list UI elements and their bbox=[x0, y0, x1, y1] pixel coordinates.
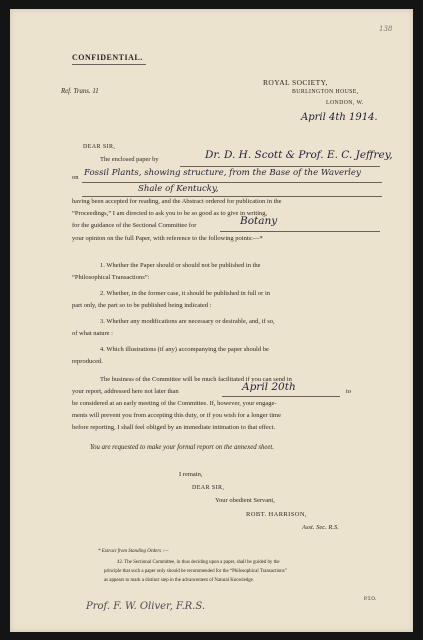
society-address-1: BURLINGTON HOUSE, bbox=[292, 89, 359, 95]
paper-title-line-2: Shale of Kentucky, bbox=[138, 184, 219, 194]
point-4-line-2: reproduced. bbox=[72, 358, 103, 365]
business-line-2-pre: your report, addressed here not later than bbox=[72, 388, 179, 395]
closing-servant: Your obedient Servant, bbox=[215, 497, 275, 504]
formal-report-note: You are requested to make your formal report on the annexed sheet. bbox=[90, 444, 274, 451]
authors-handwritten: Dr. D. H. Scott & Prof. E. C. Jeffrey, bbox=[205, 149, 393, 161]
business-line-3: be considered at an early meeting of the Committee. If, however, your engage- bbox=[72, 400, 277, 407]
intro-text: The enclosed paper by bbox=[100, 156, 159, 163]
confidential-underline bbox=[72, 64, 146, 65]
footnote-line-1: 42. The Sectional Committee, in thus deciding upon a paper, shall be guided by the bbox=[117, 560, 280, 565]
salutation: DEAR SIR, bbox=[83, 144, 116, 150]
body-line-3: for the guidance of the Sectional Committee for bbox=[72, 222, 197, 229]
title-rule-1 bbox=[82, 182, 382, 183]
business-line-5: before reporting, I shall feel obliged by an immediate intimation to that effect. bbox=[72, 424, 276, 431]
pto-note: P.T.O. bbox=[364, 597, 377, 602]
ref-number: Ref. Trans. 11 bbox=[61, 88, 99, 95]
business-line-2-post: to bbox=[346, 388, 352, 395]
society-name: ROYAL SOCIETY, bbox=[263, 78, 328, 87]
point-2-line-1: 2. Whether, in the former case, it should be published in full or in bbox=[100, 290, 271, 297]
letter-page bbox=[10, 9, 413, 632]
footnote-line-2: principle that such a paper only should be recommended for the “Philosophical Transactions” bbox=[104, 569, 287, 574]
on-label: on bbox=[72, 174, 79, 181]
closing-remain: I remain, bbox=[179, 471, 203, 478]
point-3-line-1: 3. Whether any modifications are necessary or desirable, and, if so, bbox=[100, 318, 275, 325]
point-1-line-1: 1. Whether the Paper should or should not be published in the bbox=[100, 262, 261, 269]
point-2-line-2: part only, the part so to be published being indicated : bbox=[72, 302, 212, 309]
date-handwritten: April 4th 1914. bbox=[301, 112, 378, 123]
footnote-line-3: as appears to mark a distinct step in the advancement of Natural Knowledge. bbox=[104, 578, 255, 583]
deadline-handwritten: April 20th bbox=[242, 381, 296, 393]
business-line-1: The business of the Committee will be much facilitated if you can send in bbox=[100, 376, 292, 383]
confidential-heading: CONFIDENTIAL. bbox=[72, 53, 143, 62]
signatory-title: Asst. Sec. R.S. bbox=[302, 524, 339, 531]
authors-rule bbox=[180, 166, 380, 167]
committee-handwritten: Botany bbox=[240, 215, 278, 227]
body-line-2: “Proceedings,” I am directed to ask you to be so good as to give in writing, bbox=[72, 210, 268, 217]
page-number: 138 bbox=[379, 25, 393, 33]
point-3-line-2: of what nature : bbox=[72, 330, 113, 337]
point-4-line-1: 4. Which illustrations (if any) accompanying the paper should be bbox=[100, 346, 269, 353]
committee-rule bbox=[220, 231, 380, 232]
opinion-line: your opinion on the full Paper, with reference to the following points:—* bbox=[72, 235, 263, 242]
signatory-name: ROBT. HARRISON, bbox=[246, 511, 307, 518]
point-1-line-2: “Philosophical Transactions”: bbox=[72, 274, 150, 281]
addressee-handwritten: Prof. F. W. Oliver, F.R.S. bbox=[86, 601, 205, 612]
title-rule-2 bbox=[82, 196, 382, 197]
body-line-1: having been accepted for reading, and the Abstract ordered for publication in the bbox=[72, 198, 282, 205]
closing-dear-sir: DEAR SIR, bbox=[192, 485, 225, 491]
business-line-4: ments will prevent you from accepting this duty, or if you wish for a longer time bbox=[72, 412, 281, 419]
footnote-heading: * Extract from Standing Orders :— bbox=[98, 549, 169, 554]
society-address-2: LONDON, W. bbox=[326, 100, 364, 106]
deadline-rule bbox=[222, 396, 340, 397]
paper-title-line-1: Fossil Plants, showing structure, from the Base of the Waverley bbox=[84, 168, 361, 178]
